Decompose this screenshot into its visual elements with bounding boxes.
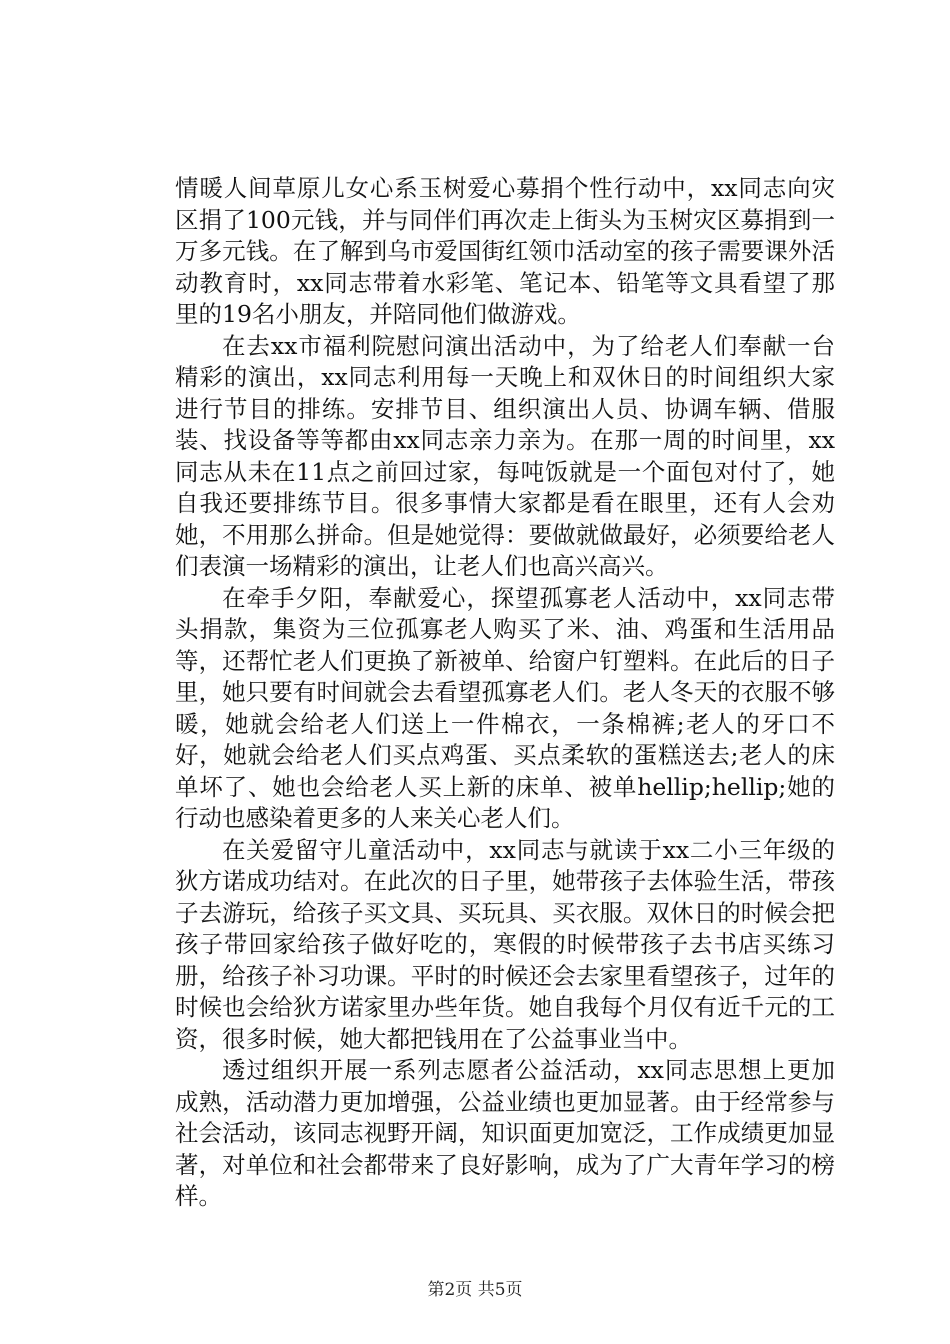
- paragraph-3: 在牵手夕阳，奉献爱心，探望孤寡老人活动中，xx同志带头捐款，集资为三位孤寡老人购买了米、油、鸡蛋和生活用品等，还帮忙老人们更换了新被单、给窗户钉塑料。在此后的日子里，她只要有时间就会去看望孤寡老人们。老人冬天的衣服不够暖，她就会给老人们送上一件棉衣，一条棉裤;老人的牙口不好，她就会给老人们买点鸡蛋、买点柔软的蛋糕送去;老人的床单坏了、她也会给老人买上新的床单、被单hellip;hellip;她的行动也感染着更多的人来关心老人们。: [175, 583, 835, 832]
- paragraph-4: 在关爱留守儿童活动中，xx同志与就读于xx二小三年级的狄方诺成功结对。在此次的日子里，她带孩子去体验生活，带孩子去游玩，给孩子买文具、买玩具、买衣服。双休日的时候会把孩子带回家给孩子做好吃的，寒假的时候带孩子去书店买练习册，给孩子补习功课。平时的时候还会去家里看望孩子，过年的时候也会给狄方诺家里办些年货。她自我每个月仅有近千元的工资，很多时候，她大都把钱用在了公益事业当中。: [175, 835, 835, 1053]
- document-body: [175, 173, 835, 1213]
- paragraph-5: 透过组织开展一系列志愿者公益活动，xx同志思想上更加成熟，活动潜力更加增强，公益业绩也更加显著。由于经常参与社会活动，该同志视野开阔，知识面更加宽泛，工作成绩更加显著，对单位和社会都带来了良好影响，成为了广大青年学习的榜样。: [175, 1056, 835, 1210]
- page-number-footer: 第2页 共5页: [427, 1280, 523, 1300]
- paragraph-2: 在去xx市福利院慰问演出活动中，为了给老人们奉献一台精彩的演出，xx同志利用每一天晚上和双休日的时间组织大家进行节目的排练。安排节目、组织演出人员、协调车辆、借服装、找设备等等都由xx同志亲力亲为。在那一周的时间里，xx同志从未在11点之前回过家，每吨饭就是一个面包对付了，她自我还要排练节目。很多事情大家都是看在眼里，还有人会劝她，不用那么拼命。但是她觉得：要做就做最好，必须要给老人们表演一场精彩的演出，让老人们也高兴高兴。: [175, 331, 835, 580]
- paragraph-1: 情暖人间草原儿女心系玉树爱心募捐个性行动中，xx同志向灾区捐了100元钱，并与同伴们再次走上街头为玉树灾区募捐到一万多元钱。在了解到乌市爱国街红领巾活动室的孩子需要课外活动教育时，xx同志带着水彩笔、笔记本、铅笔等文具看望了那里的19名小朋友，并陪同他们做游戏。: [175, 174, 835, 328]
